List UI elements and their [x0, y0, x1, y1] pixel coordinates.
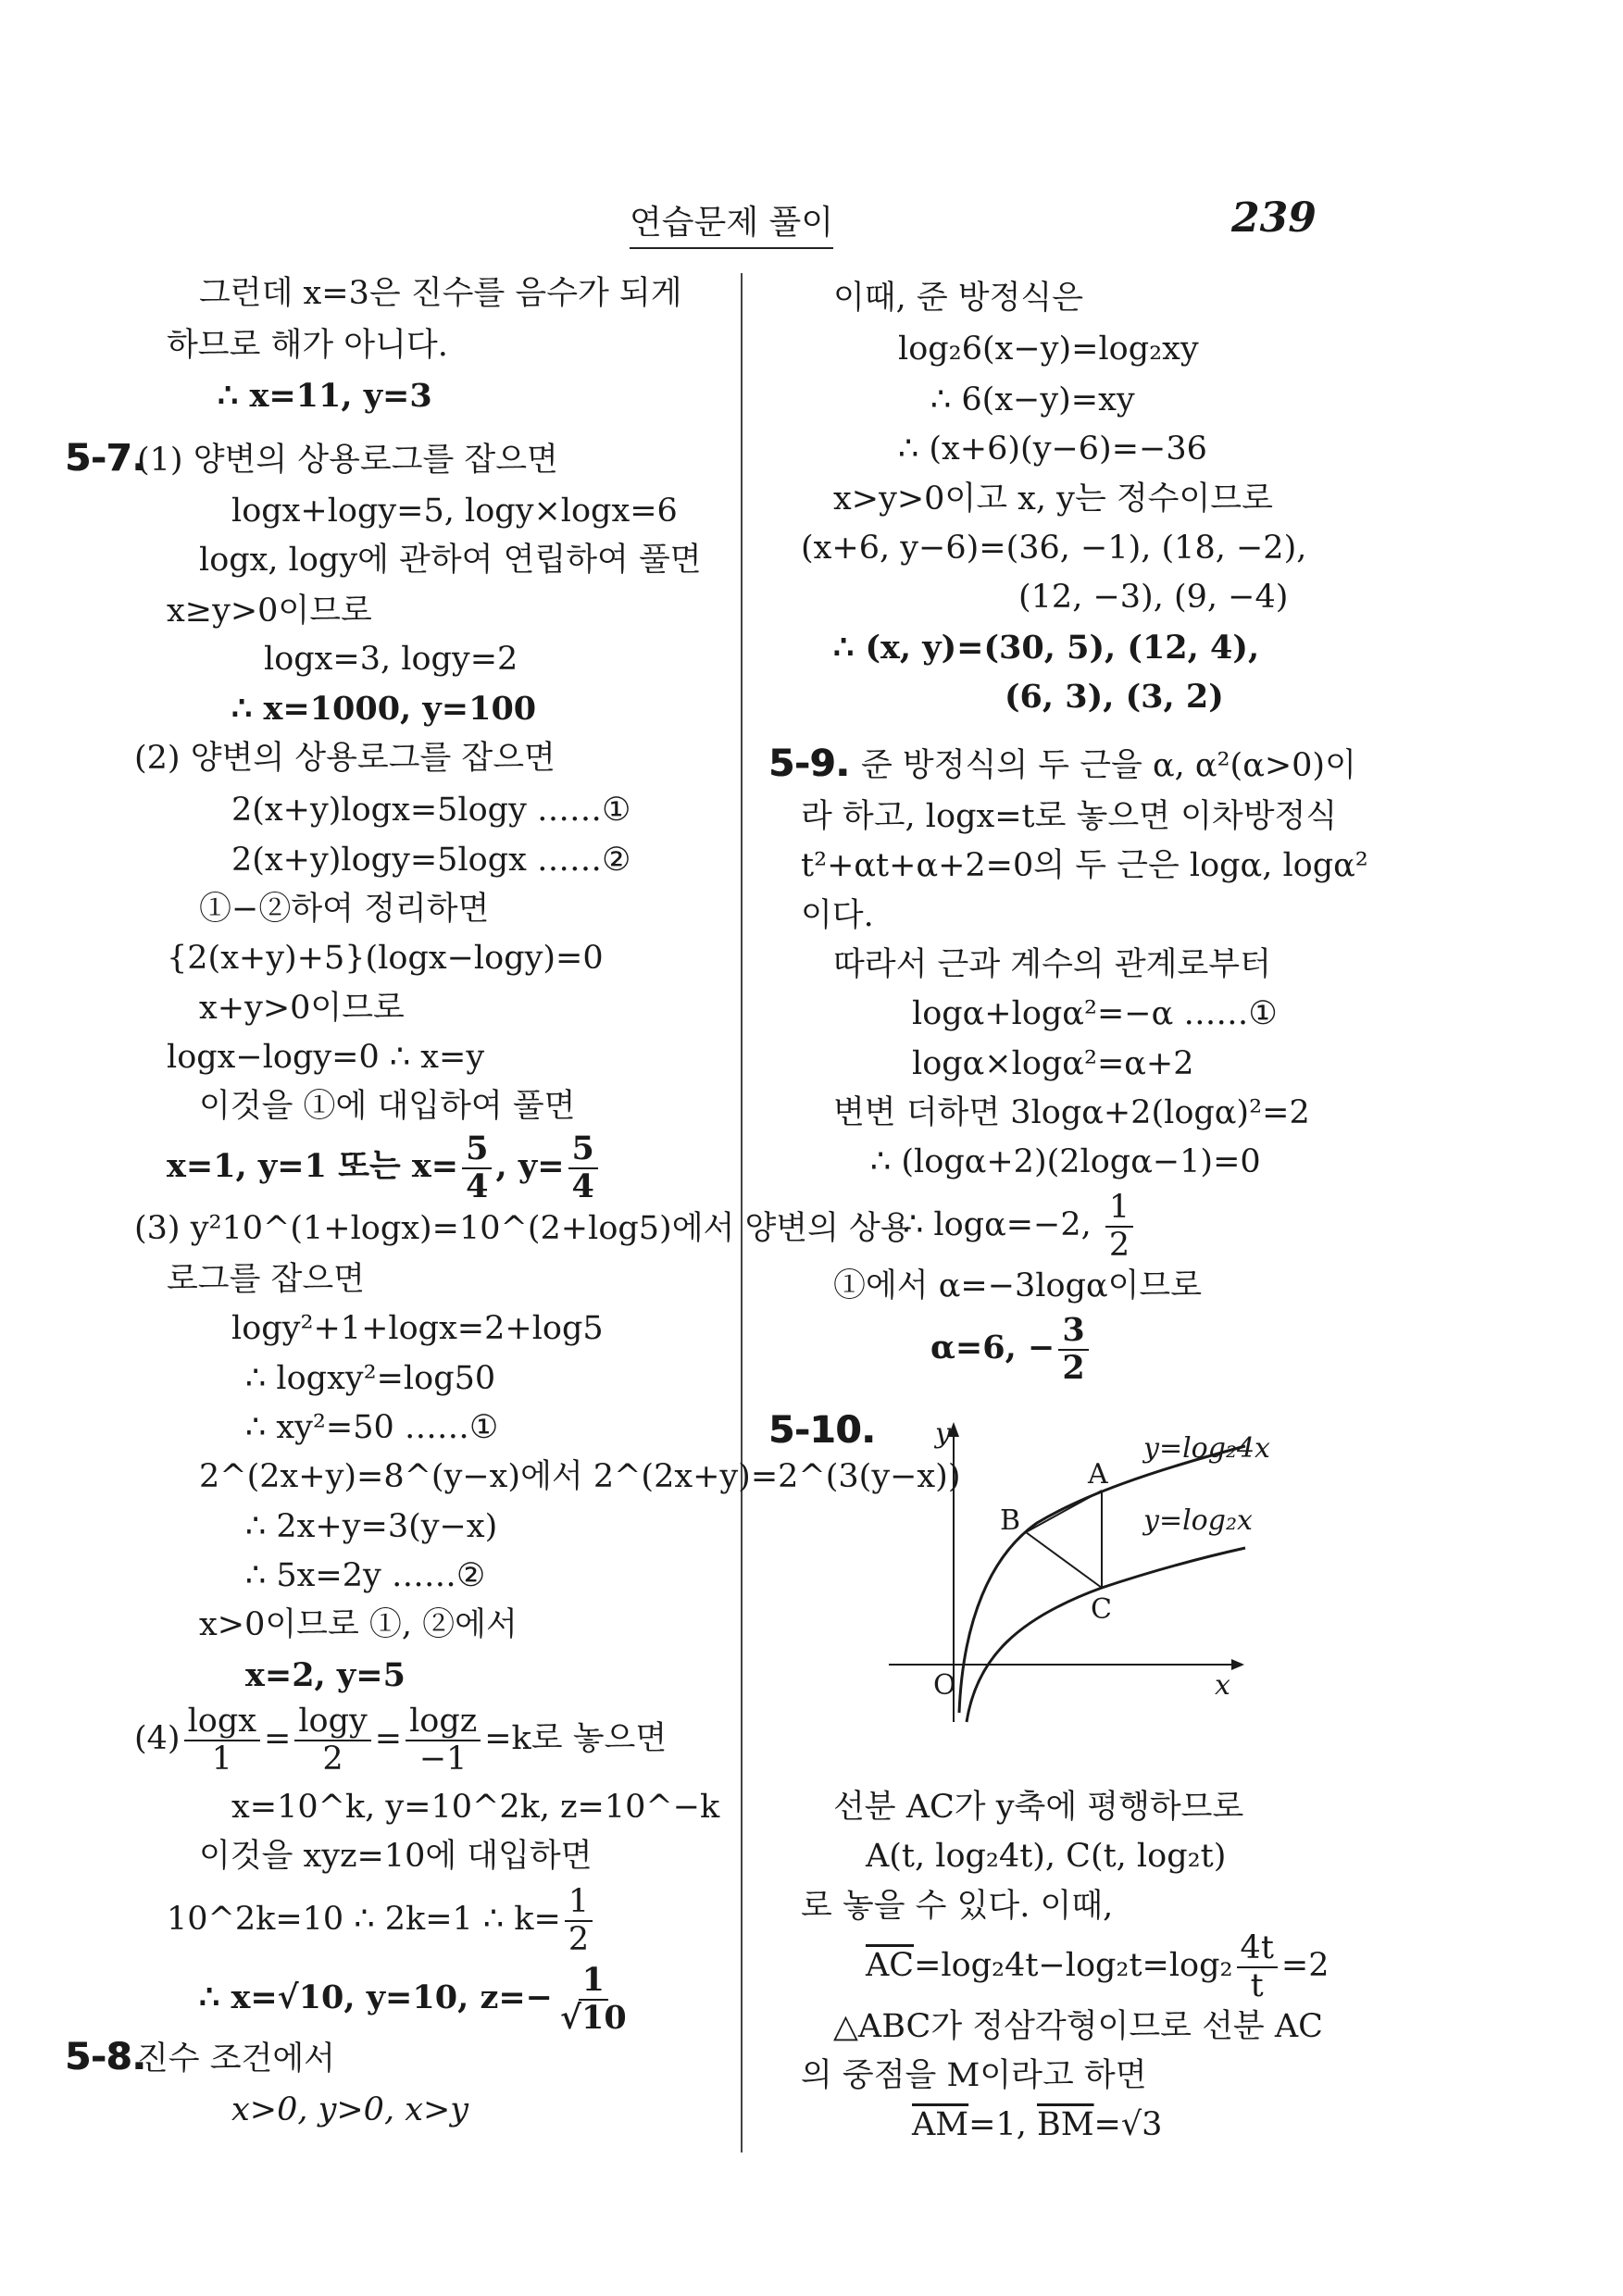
point-c-label: C — [1091, 1593, 1112, 1626]
equation-line: x>0, y>0, x>y — [231, 2091, 469, 2128]
text-line: 하므로 해가 아니다. — [167, 327, 448, 364]
curve-label-log2-4x: y=log₂4x — [1143, 1432, 1270, 1465]
text-line: 따라서 근과 계수의 관계로부터 — [833, 946, 1271, 983]
equation-line: t²+αt+α+2=0의 두 근은 logα, logα² — [801, 847, 1368, 884]
equation-line: logα+logα²=−α ……① — [912, 995, 1278, 1032]
text-line: x≥y>0이므로 — [167, 593, 372, 630]
log-graph — [889, 1416, 1270, 1722]
text-line: (1) 양변의 상용로그를 잡으면 — [137, 442, 558, 479]
equation-line: logx−logy=0 ∴ x=y — [167, 1039, 485, 1076]
part-label: (4) — [134, 1720, 181, 1757]
numerator: 5 — [568, 1131, 598, 1169]
text-line: 로 놓을 수 있다. 이때, — [801, 1888, 1114, 1925]
equation-line: log₂6(x−y)=log₂xy — [898, 331, 1199, 368]
numerator: 1 — [1105, 1190, 1133, 1228]
answer-line: (6, 3), (3, 2) — [1005, 678, 1224, 716]
equation-line: 변변 더하면 3logα+2(logα)²=2 — [833, 1094, 1310, 1131]
point-a-label: A — [1088, 1458, 1108, 1491]
segment-notation: $\overline{AC}$ — [866, 1947, 915, 1984]
answer-line: ∴ x=1000, y=100 — [231, 690, 537, 728]
numerator: 4t — [1237, 1930, 1278, 1968]
text-line: 선분 AC가 y축에 평행하므로 — [833, 1789, 1244, 1826]
equation-text: 10^2k=10 ∴ 2k=1 ∴ k= — [167, 1901, 561, 1938]
page-number: 239 — [1231, 194, 1317, 242]
text-line: 이때, 준 방정식은 — [833, 280, 1084, 317]
equation-line: logx+logy=5, logy×logx=6 — [231, 493, 678, 530]
text-line: 라 하고, logx=t로 놓으면 이차방정식 — [801, 798, 1338, 835]
answer-line — [167, 1131, 602, 1204]
equation-line: logx=3, logy=2 — [264, 641, 518, 678]
segment-notation: $\overline{AM}$ — [912, 2106, 969, 2143]
equals-sign: = — [264, 1720, 292, 1757]
problem-label-5-7: 5-7. — [65, 437, 146, 480]
equation-line: 2(x+y)logy=5logx ……② — [231, 842, 631, 879]
text-line: △ABC가 정삼각형이므로 선분 AC — [833, 2008, 1323, 2045]
curve-label-log2-x: y=log₂x — [1143, 1504, 1253, 1537]
text-line: 이것을 xyz=10에 대입하면 — [199, 1838, 593, 1875]
segment-notation: $\overline{BM}$ — [1036, 2106, 1094, 2143]
equation-text: =2 — [1280, 1947, 1330, 1984]
equation-line: ∴ (x+6)(y−6)=−36 — [898, 430, 1207, 468]
equation-line: ∴ logxy²=log50 — [245, 1360, 496, 1397]
fraction — [406, 1703, 481, 1777]
problem-label-5-9: 5-9. — [768, 742, 850, 785]
page-header-title: 연습문제 풀이 — [630, 196, 833, 249]
answer-text: x=1, y=1 또는 x= — [167, 1147, 459, 1185]
curve-log2-x — [967, 1548, 1245, 1722]
equation-line: logy²+1+logx=2+log5 — [231, 1310, 604, 1347]
numerator: 5 — [462, 1131, 492, 1169]
x-axis-arrow — [1231, 1659, 1244, 1670]
denominator: 2 — [568, 1920, 590, 1958]
equation-text: =√3 — [1093, 2106, 1163, 2143]
text-line: (3) y²10^(1+logx)=10^(2+log5)에서 양변의 상용 — [134, 1210, 912, 1247]
text-line: (2) 양변의 상용로그를 잡으면 — [134, 740, 556, 777]
segment-bc — [1026, 1532, 1102, 1588]
answer-text: ∴ x=√10, y=10, z=− — [199, 1978, 553, 2016]
equation-line — [903, 1190, 1137, 1263]
text-line: 이다. — [801, 897, 874, 934]
numerator: logz — [406, 1703, 481, 1741]
denominator: 2 — [1062, 1348, 1085, 1387]
fraction — [462, 1131, 492, 1204]
equation-line: x=10^k, y=10^2k, z=10^−k — [231, 1789, 720, 1826]
equation-line: (x+6, y−6)=(36, −1), (18, −2), — [801, 530, 1307, 567]
numerator: 3 — [1058, 1313, 1088, 1351]
equation-line — [167, 1884, 596, 1957]
fraction — [1237, 1930, 1278, 2003]
equation-line — [134, 1703, 667, 1777]
equation-line: ∴ xy²=50 ……① — [245, 1409, 499, 1446]
x-axis-label: x — [1215, 1669, 1230, 1702]
numerator: 1 — [579, 1963, 608, 2001]
answer-text: , y= — [495, 1147, 565, 1185]
equation-text: ∴ logα=−2, — [903, 1206, 1102, 1243]
equation-text: =k로 놓으면 — [484, 1720, 668, 1757]
point-b-label: B — [1000, 1504, 1021, 1537]
equation-line: (12, −3), (9, −4) — [1018, 579, 1289, 616]
fraction — [184, 1703, 260, 1777]
y-axis-label: y — [935, 1417, 951, 1450]
equation-text: =1, — [968, 2106, 1037, 2143]
denominator: −1 — [418, 1740, 468, 1778]
equation-line — [866, 1930, 1330, 2003]
text-line: x>0이므로 ①, ②에서 — [199, 1606, 518, 1643]
fraction — [1105, 1190, 1133, 1263]
equals-sign: = — [374, 1720, 403, 1757]
denominator: 2 — [322, 1740, 343, 1778]
answer-line — [199, 1963, 634, 2036]
denominator: 1 — [211, 1740, 232, 1778]
text-line: ①−②하여 정리하면 — [199, 891, 490, 928]
text-line: 진수 조건에서 — [137, 2040, 335, 2078]
denominator: √10 — [560, 1998, 627, 2037]
equation-line: ①에서 α=−3logα이므로 — [833, 1267, 1203, 1304]
fraction — [294, 1703, 370, 1777]
answer-line — [930, 1313, 1092, 1386]
problem-label-5-8: 5-8. — [65, 2036, 146, 2078]
answer-line: ∴ x=11, y=3 — [218, 377, 432, 415]
denominator: t — [1250, 1966, 1264, 2004]
text-line: 그런데 x=3은 진수를 음수가 되게 — [199, 275, 682, 312]
text-line: logx, logy에 관하여 연립하여 풀면 — [199, 542, 702, 579]
text-line: x+y>0이므로 — [199, 990, 405, 1027]
answer-text: α=6, − — [930, 1329, 1055, 1366]
denominator: 4 — [571, 1167, 594, 1205]
origin-label: O — [933, 1669, 956, 1702]
fraction — [565, 1884, 593, 1957]
fraction — [556, 1963, 630, 2036]
equation-line: logα×logα²=α+2 — [912, 1045, 1194, 1082]
text-line: 준 방정식의 두 근을 α, α²(α>0)이 — [861, 747, 1356, 784]
fraction — [1058, 1313, 1088, 1386]
problem-label-5-10: 5-10. — [768, 1409, 876, 1452]
answer-line: x=2, y=5 — [245, 1656, 406, 1694]
equation-text: =log₂4t−log₂t=log₂ — [914, 1947, 1233, 1984]
denominator: 4 — [466, 1167, 489, 1205]
text-line: 로그를 잡으면 — [167, 1261, 365, 1298]
numerator: 1 — [565, 1884, 593, 1922]
numerator: logx — [184, 1703, 260, 1741]
answer-line: ∴ (x, y)=(30, 5), (12, 4), — [833, 629, 1260, 667]
equation-line: 2(x+y)logx=5logy ……① — [231, 792, 631, 829]
text-line: 의 중점을 M이라고 하면 — [801, 2057, 1147, 2094]
text-line: 이것을 ①에 대입하여 풀면 — [199, 1088, 576, 1125]
equation-line: ∴ 2x+y=3(y−x) — [245, 1508, 498, 1545]
denominator: 2 — [1108, 1226, 1130, 1264]
fraction — [568, 1131, 598, 1204]
equation-line: {2(x+y)+5}(logx−logy)=0 — [167, 940, 604, 977]
equation-line: ∴ 6(x−y)=xy — [930, 381, 1135, 418]
equation-line: A(t, log₂4t), C(t, log₂t) — [866, 1838, 1227, 1875]
segment-ba — [1026, 1491, 1102, 1532]
equation-line: ∴ 5x=2y ……② — [245, 1557, 486, 1594]
equation-line — [912, 2106, 1163, 2143]
numerator: logy — [294, 1703, 370, 1741]
text-line: x>y>0이고 x, y는 정수이므로 — [833, 480, 1273, 518]
equation-line: ∴ (logα+2)(2logα−1)=0 — [870, 1143, 1261, 1180]
equation-line: 2^(2x+y)=8^(y−x)에서 2^(2x+y)=2^(3(y−x)) — [199, 1458, 961, 1495]
